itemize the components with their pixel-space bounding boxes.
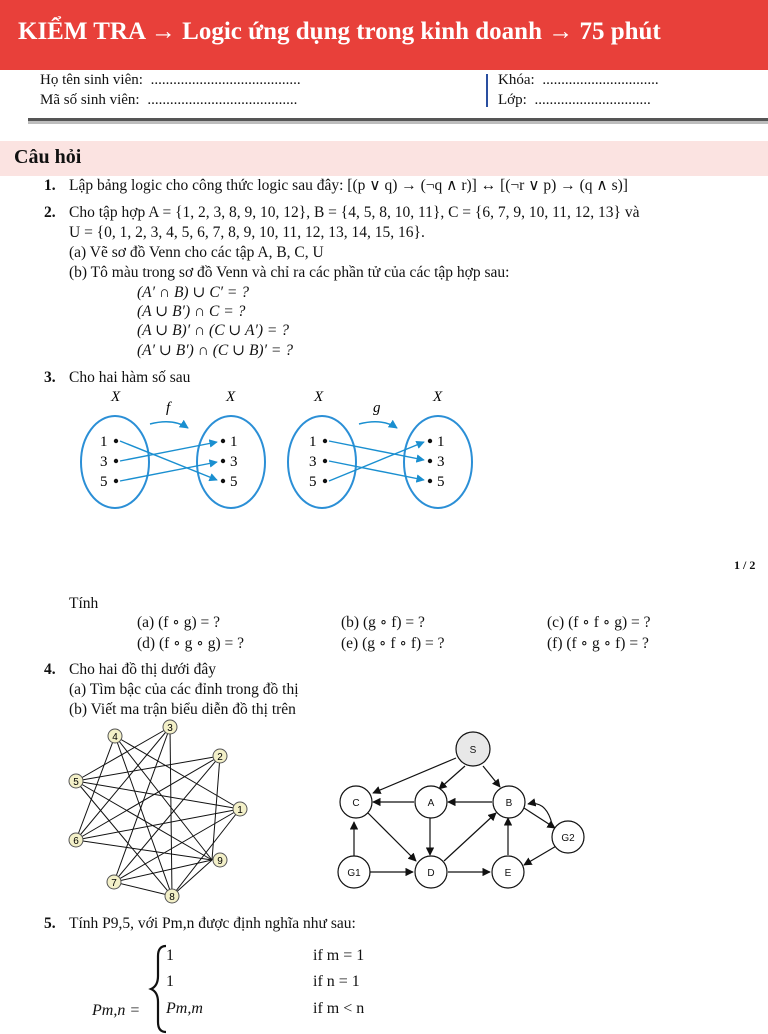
q2-line2: U = {0, 1, 2, 3, 4, 5, 6, 7, 8, 9, 10, 11, 12, 13, 14, 15, 16}. xyxy=(69,224,425,241)
header-banner xyxy=(0,0,768,70)
graph-node-4: 4 xyxy=(112,732,118,743)
domain-element: 1 xyxy=(100,434,108,450)
codomain-element: 5 xyxy=(230,474,238,490)
set-x-label: X xyxy=(314,389,324,405)
class-blank: ............................... xyxy=(534,92,651,108)
q4-part-a: (a) Tìm bậc của các đỉnh trong đồ thị xyxy=(69,681,299,698)
graph-node-d: D xyxy=(427,868,435,879)
set-x-label: X xyxy=(433,389,443,405)
q4-number: 4. xyxy=(44,661,56,678)
codomain-element: 1 xyxy=(230,434,238,450)
domain-element: 3 xyxy=(100,454,108,470)
graph-node-g2: G2 xyxy=(561,833,575,844)
mapping-arrow-icon xyxy=(150,422,188,428)
q2-expression: (A ∪ B′) ∩ C = ? xyxy=(137,303,246,320)
info-divider xyxy=(486,74,488,107)
domain-ellipse xyxy=(288,416,356,508)
graph-node-g1: G1 xyxy=(347,868,361,879)
q3-compute-label: Tính xyxy=(69,595,99,612)
composition-item: (f) (f ∘ g ∘ f) = ? xyxy=(547,635,649,652)
section-header xyxy=(0,141,768,176)
q1-number: 1. xyxy=(44,177,56,194)
case-condition: if m < n xyxy=(313,1000,365,1017)
codomain-element: 3 xyxy=(230,454,238,470)
graph-node-3: 3 xyxy=(167,723,173,734)
graph-node-s: S xyxy=(469,745,477,756)
function-f-label: f xyxy=(166,400,171,416)
q2-expression: (A′ ∩ B) ∪ C′ = ? xyxy=(137,284,250,301)
graph-node-8: 8 xyxy=(169,892,175,903)
student-id-label: Mã số sinh viên: xyxy=(40,92,140,108)
q2-part-a: (a) Vẽ sơ đồ Venn cho các tập A, B, C, U xyxy=(69,244,324,261)
name-label: Họ tên sinh viên: xyxy=(40,72,143,88)
q2-number: 2. xyxy=(44,204,56,221)
domain-element: 5 xyxy=(100,474,108,490)
domain-element: 1 xyxy=(309,434,317,450)
q4-part-b: (b) Viết ma trận biểu diễn đồ thị trên xyxy=(69,701,296,718)
recurrence-lhs: Pm,n = xyxy=(92,1002,141,1019)
function-g-label: g xyxy=(373,400,381,416)
course-blank: ............................... xyxy=(542,72,659,88)
class-label: Lớp: xyxy=(498,92,527,108)
graph-node-5: 5 xyxy=(73,777,79,788)
graph-node-a: A xyxy=(427,798,435,809)
codomain-element: 5 xyxy=(437,474,445,490)
graph-node-1: 1 xyxy=(237,805,243,816)
composition-item: (b) (g ∘ f) = ? xyxy=(341,614,425,631)
page-number: 1 / 2 xyxy=(734,558,756,572)
q2-expression: (A′ ∪ B′) ∩ (C ∪ B)′ = ? xyxy=(137,342,293,359)
q3-number: 3. xyxy=(44,369,56,386)
case-condition: if m = 1 xyxy=(313,947,365,964)
case-condition: if n = 1 xyxy=(313,973,360,990)
function-g-diagram xyxy=(287,384,487,509)
domain-element: 3 xyxy=(309,454,317,470)
graph-node-9: 9 xyxy=(217,856,223,867)
domain-element: 5 xyxy=(309,474,317,490)
graph-node-6: 6 xyxy=(73,836,79,847)
case-value: 1 xyxy=(166,973,174,990)
directed-graph xyxy=(334,728,594,893)
composition-item: (c) (f ∘ f ∘ g) = ? xyxy=(547,614,651,631)
page-title: KIỂM TRA → Logic ứng dụng trong kinh doanh → 75 phút xyxy=(18,18,661,45)
graph-node-2: 2 xyxy=(217,752,223,763)
name-field xyxy=(40,72,301,89)
function-f-diagram xyxy=(78,384,278,509)
graph-node-c: C xyxy=(352,798,360,809)
graph-node-7: 7 xyxy=(111,878,117,889)
course-field xyxy=(498,72,659,89)
graph-node-e: E xyxy=(504,868,512,879)
q2-expression: (A ∪ B)′ ∩ (C ∪ A′) = ? xyxy=(137,322,289,339)
q5-number: 5. xyxy=(44,915,56,932)
graph-node-b: B xyxy=(505,798,513,809)
student-id-field xyxy=(40,92,297,109)
q3-text: Cho hai hàm số sau xyxy=(69,369,191,386)
case-value: Pm,m xyxy=(166,1000,203,1017)
name-blank: ........................................ xyxy=(150,72,301,88)
composition-item: (e) (g ∘ f ∘ f) = ? xyxy=(341,635,445,652)
codomain-element: 3 xyxy=(437,454,445,470)
q1-text: Lập bảng logic cho công thức logic sau đây: [(p ∨ q) → (¬q ∧ r)] ↔ [(¬r ∨ p) → (q ∧ s)] xyxy=(69,177,628,194)
header-rule-shadow xyxy=(28,121,768,124)
mapping-arrow-icon xyxy=(359,422,397,428)
composition-item: (d) (f ∘ g ∘ g) = ? xyxy=(137,635,245,652)
student-id-blank: ........................................ xyxy=(147,92,298,108)
set-x-label: X xyxy=(226,389,236,405)
course-label: Khóa: xyxy=(498,72,535,88)
q2-line1: Cho tập hợp A = {1, 2, 3, 8, 9, 10, 12}, B = {4, 5, 8, 10, 11}, C = {6, 7, 9, 10, 11, 12, 13} và xyxy=(69,204,640,221)
class-field xyxy=(498,92,651,109)
q5-text: Tính P9,5, với Pm,n được định nghĩa như sau: xyxy=(69,915,356,932)
undirected-graph xyxy=(62,718,262,903)
q2-part-b: (b) Tô màu trong sơ đồ Venn và chỉ ra các phần tử của các tập hợp sau: xyxy=(69,264,510,281)
set-x-label: X xyxy=(111,389,121,405)
codomain-element: 1 xyxy=(437,434,445,450)
section-title: Câu hỏi xyxy=(14,146,82,168)
q4-text: Cho hai đồ thị dưới đây xyxy=(69,661,217,678)
case-value: 1 xyxy=(166,947,174,964)
composition-item: (a) (f ∘ g) = ? xyxy=(137,614,221,631)
